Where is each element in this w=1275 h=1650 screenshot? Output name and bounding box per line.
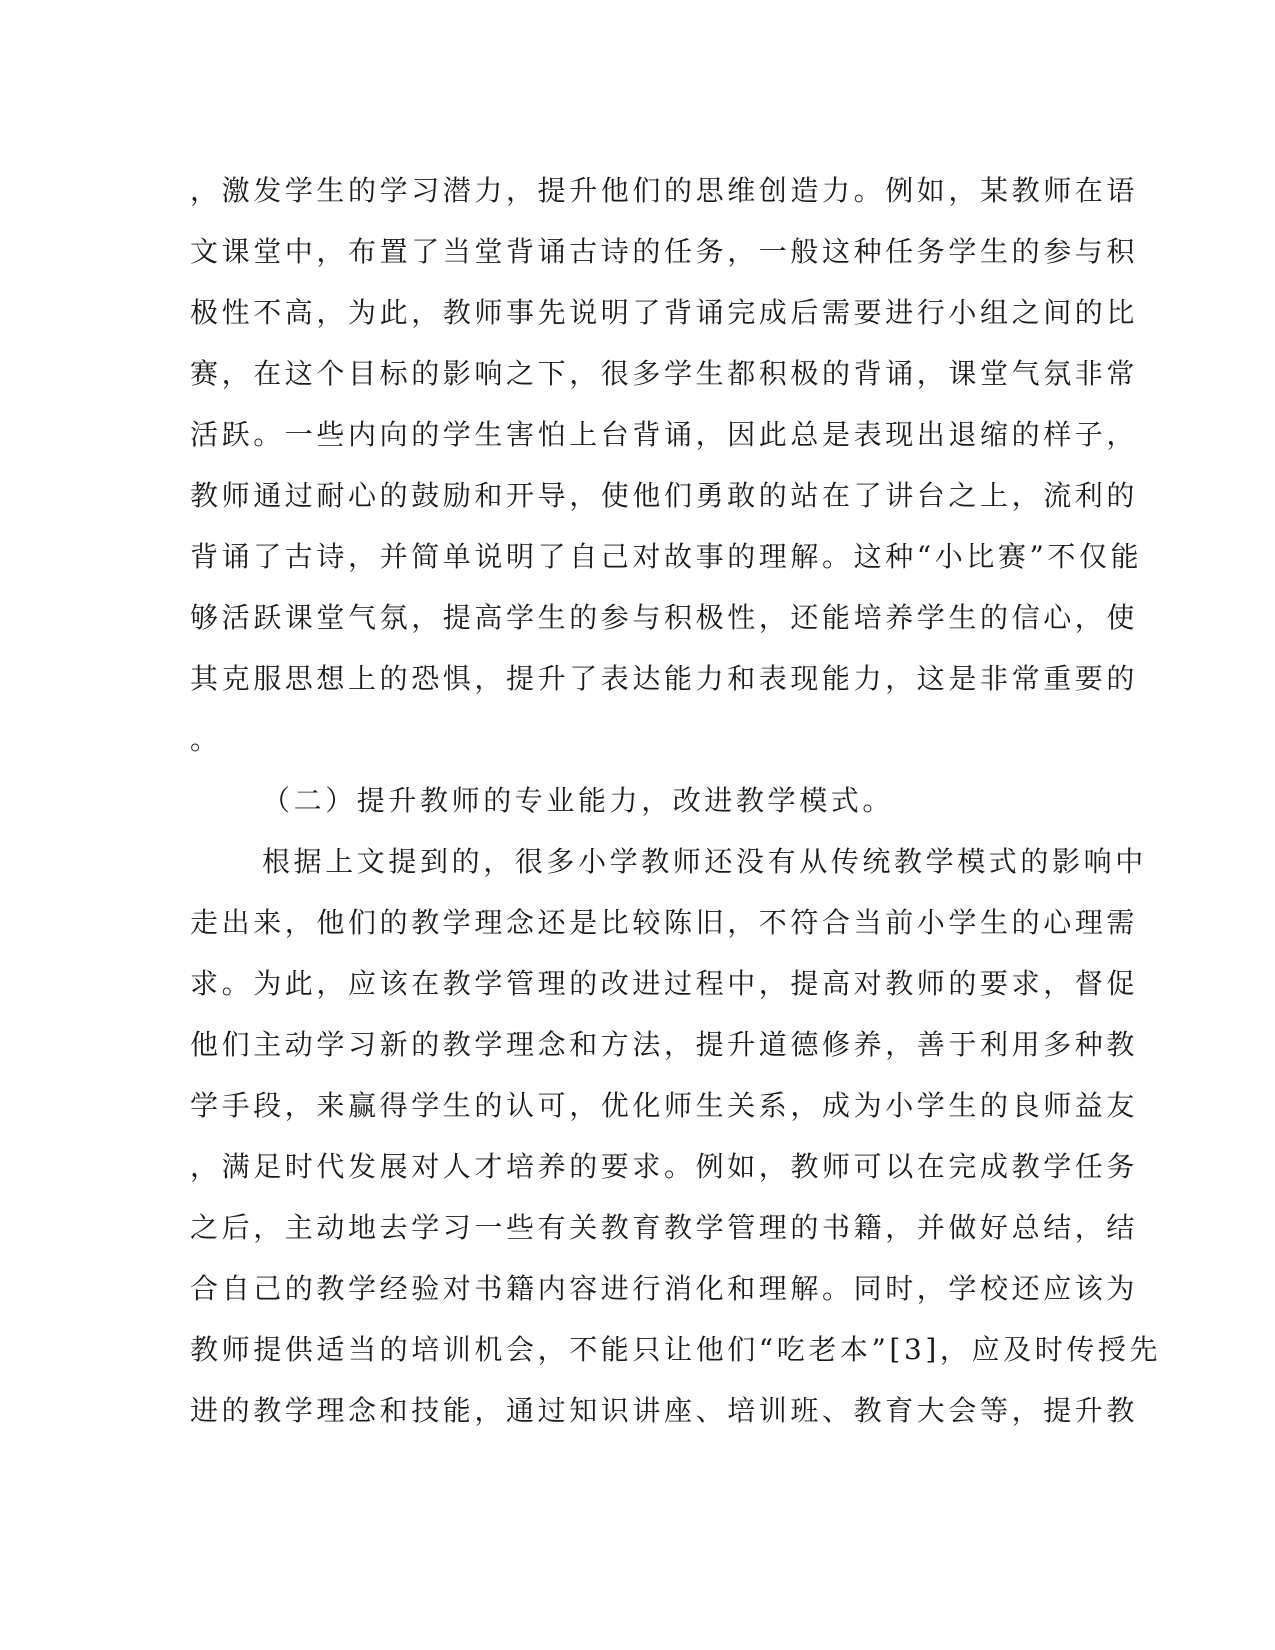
text-line: ，激发学生的学习潜力，提升他们的思维创造力。例如，某教师在语 [190,174,1139,207]
text-line: 背诵了古诗，并简单说明了自己对故事的理解。这种“小比赛”不仅能 [190,540,1143,573]
text-line: 求。为此，应该在教学管理的改进过程中，提高对教师的要求，督促 [190,967,1139,1000]
body-text [190,160,1162,1441]
section-heading: （二）提升教师的专业能力，改进教学模式。 [262,784,895,817]
paragraph-first-line: 根据上文提到的，很多小学教师还没有从传统教学模式的影响中 [262,845,1147,878]
text-line: 教师通过耐心的鼓励和开导，使他们勇敢的站在了讲台之上，流利的 [190,479,1139,512]
text-line: ，满足时代发展对人才培养的要求。例如，教师可以在完成教学任务 [190,1150,1139,1183]
text-line: 。 [190,723,222,756]
text-line: 赛，在这个目标的影响之下，很多学生都积极的背诵，课堂气氛非常 [190,357,1139,390]
text-line: 合自己的教学经验对书籍内容进行消化和理解。同时，学校还应该为 [190,1272,1139,1305]
text-line: 够活跃课堂气氛，提高学生的参与积极性，还能培养学生的信心，使 [190,601,1139,634]
text-line: 他们主动学习新的教学理念和方法，提升道德修养，善于利用多种教 [190,1028,1139,1061]
text-line: 教师提供适当的培训机会，不能只让他们“吃老本”[3]，应及时传授先 [190,1333,1162,1366]
text-line: 进的教学理念和技能，通过知识讲座、培训班、教育大会等，提升教 [190,1394,1139,1427]
text-line: 极性不高，为此，教师事先说明了背诵完成后需要进行小组之间的比 [190,296,1139,329]
text-line: 活跃。一些内向的学生害怕上台背诵，因此总是表现出退缩的样子， [190,418,1139,451]
text-line: 走出来，他们的教学理念还是比较陈旧，不符合当前小学生的心理需 [190,906,1139,939]
text-line: 之后，主动地去学习一些有关教育教学管理的书籍，并做好总结，结 [190,1211,1139,1244]
text-line: 学手段，来赢得学生的认可，优化师生关系，成为小学生的良师益友 [190,1089,1139,1122]
text-line: 其克服思想上的恐惧，提升了表达能力和表现能力，这是非常重要的 [190,662,1139,695]
text-line: 文课堂中，布置了当堂背诵古诗的任务，一般这种任务学生的参与积 [190,235,1139,268]
